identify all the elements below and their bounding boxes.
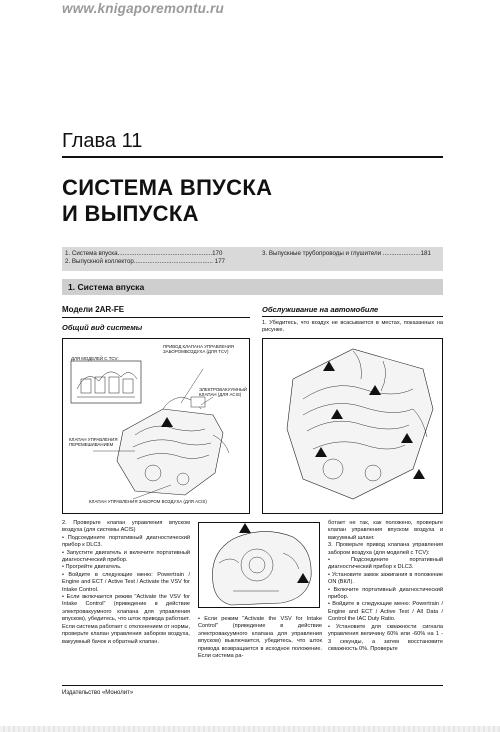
paragraph: • Подсоедините портативный диагностический прибор к DLC3. [62, 534, 190, 549]
right-heading: Обслуживание на автомобиле [262, 305, 379, 314]
label-tcv: ДЛЯ МОДЕЛЕЙ С TCV: [71, 356, 119, 361]
title-line-2: И ВЫПУСКА [62, 201, 199, 226]
left-heading: Модели 2AR-FE [62, 305, 125, 314]
label-intake-valve: КЛАПАН УПРАВЛЕНИЯ ЗАБОРОМ ВОЗДУХА (ДЛЯ ACIS) [89, 499, 207, 504]
text-column-2 [198, 616, 322, 660]
section-title: 1. Система впуска [62, 279, 443, 295]
toc-entry[interactable]: 3. Выпускные трубопроводы и глушители ......................181 [262, 250, 431, 257]
actuator-figure [198, 522, 320, 608]
text-column-3 [328, 520, 443, 653]
paragraph: • Подсоедините портативный диагностический прибор к DLC3. [328, 557, 443, 571]
paragraph: • Прогрейте двигатель. [62, 564, 122, 571]
actuator-illustration [199, 523, 320, 608]
divider [262, 316, 443, 317]
chapter-label: Глава 11 [62, 130, 143, 152]
toc-column-1 [65, 250, 225, 266]
paragraph: • Если режим "Activate the VSV for Intake Control" (приведение в действие электровакуумного клапана для управления впуском) выключается, убедитесь, что шток привода возвращается в исходное положение. Если система ра- [198, 616, 322, 660]
chapter-rule [62, 156, 443, 158]
paragraph: • Включите портативный диагностический прибор. [328, 586, 443, 601]
paragraph: • Войдите в следующие меню: Powertrain / Engine and ECT / Active Test / Activate the VSV for Intake Control. [62, 571, 190, 593]
divider [62, 317, 250, 318]
publisher-footer: Издательство «Монолит» [62, 690, 134, 696]
label-intake-actuator: ПРИВОД КЛАПАНА УПРАВЛЕНИЯ ЗАБОРОМВОЗДУХА (ДЛЯ TCV) [163, 344, 234, 354]
chapter-title [62, 175, 272, 227]
label-mixing-valve: КЛАПАН УПРАВЛЕНИЯ ПЕРЕМЕШИВАНИЕМ [69, 437, 118, 447]
toc-entry[interactable]: 2. Выпускной коллектор.............................................. 177 [65, 258, 225, 265]
paragraph: • Установите для скважности сигнала управления величину 60% или -60% на 1 - 3 секунды, а затем восстановите скважность 0%. Проверьте [328, 623, 443, 652]
paragraph: • Войдите в следующие меню: Powertrain / Engine and ECT / Active Test / All Data / Control the IAC Duty Ratio. [328, 601, 443, 623]
table-of-contents [62, 247, 443, 271]
engine-overview-figure [62, 338, 250, 514]
label-vacuum-valve: ЭЛЕКТРОВАКУУМНЫЙ КЛАПАН (ДЛЯ ACIS) [199, 387, 248, 397]
scan-edge [0, 726, 500, 732]
leak-check-illustration [263, 339, 443, 514]
paragraph: • Установите замок зажигания в положение ON (ВКЛ). [328, 571, 443, 586]
watermark: www.knigaporemontu.ru [62, 1, 224, 16]
paragraph: ботает не так, как положено, проверьте клапан управления впуском воздуха и вакуумный шланг. [328, 520, 443, 541]
title-line-1: СИСТЕМА ВПУСКА [62, 175, 273, 200]
leak-check-figure [262, 338, 443, 514]
footer-rule [62, 685, 443, 686]
paragraph: 2. Проверьте клапан управления впуском воздуха (для системы ACIS) [62, 520, 190, 534]
right-intro: 1. Убедитесь, что воздух не всасывается в местах, показанных на рисунке. [262, 320, 443, 334]
toc-entry[interactable]: 1. Система впуска.......................................................170 [65, 250, 223, 257]
engine-illustration [63, 339, 250, 514]
left-subheading: Общий вид системы [62, 323, 143, 332]
text-column-1 [62, 520, 190, 646]
paragraph: • Если включается режим "Activate the VSV for Intake Control" (приведение в действие электровакуумного клапана для управления впуском), убедитесь, что шток привода работает. Если система работает с отклонением от нормы, проверьте клапан управления забором воздуха, вакуумный бачок и обратный клапан. [62, 594, 190, 645]
paragraph: • Запустите двигатель и включите портативный диагностический прибор. [62, 549, 190, 564]
toc-column-2 [262, 250, 431, 258]
paragraph: 3. Проверьте привод клапана управления забором воздуха (для моделей с TCV): [328, 542, 443, 556]
